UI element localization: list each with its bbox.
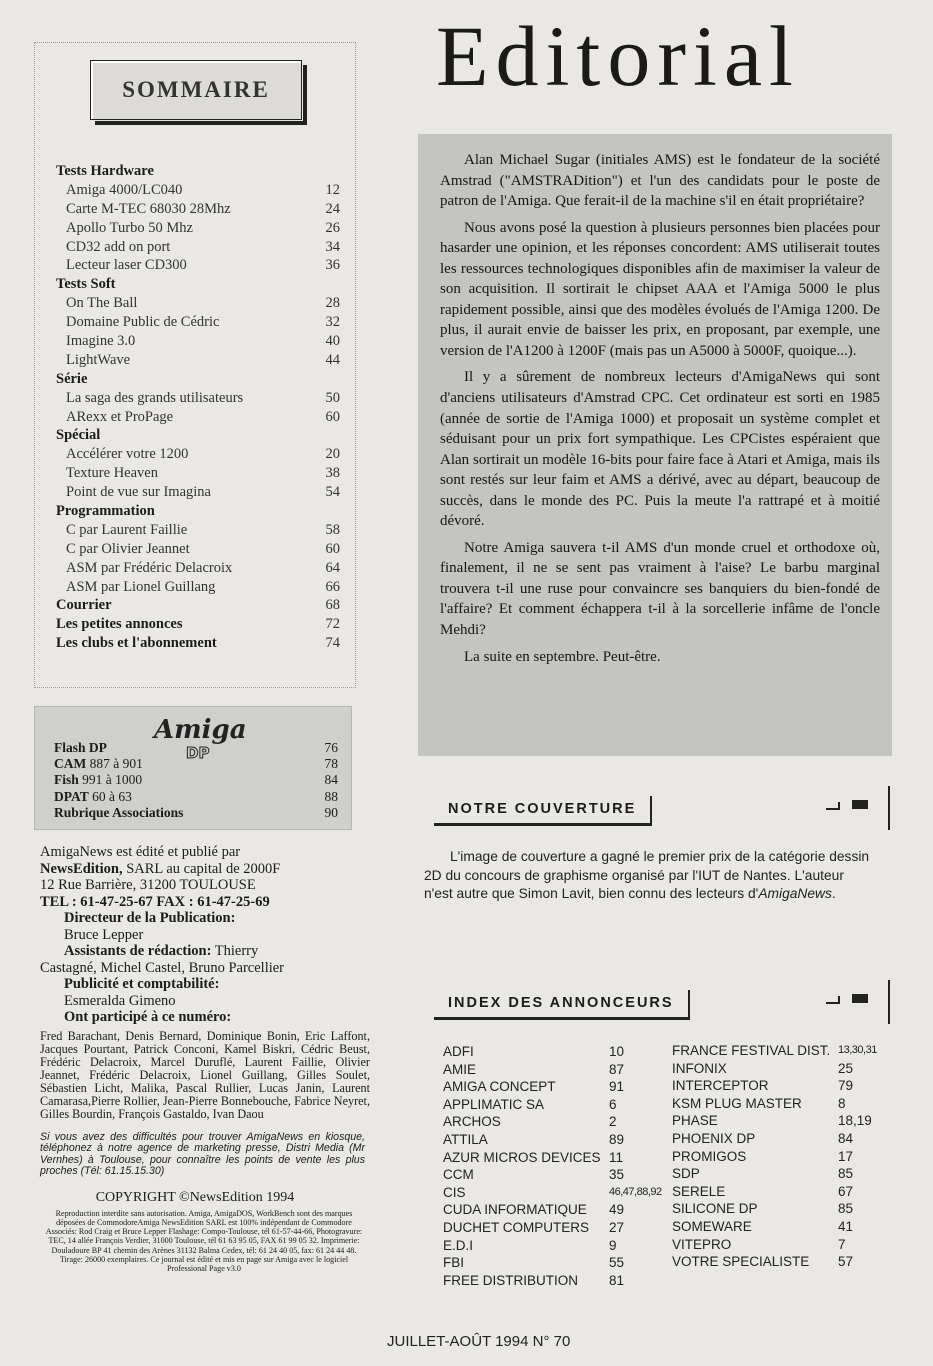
advertiser-page: 91 [609, 1079, 625, 1095]
advertiser-page: 6 [609, 1096, 617, 1112]
toc-label: Programmation [56, 503, 155, 520]
advertiser-page: 2 [609, 1114, 617, 1130]
dp-label: DPAT [54, 788, 89, 804]
imprint-director-label: Directeur de la Publication: [64, 910, 236, 926]
toc-category [56, 426, 346, 445]
imprint-advertising: Esmeralda Gimeno [64, 992, 176, 1009]
toc-entry [56, 181, 346, 200]
advertiser-row [443, 1254, 655, 1272]
advertiser-page: 35 [609, 1167, 625, 1183]
advertiser-row [672, 1042, 882, 1060]
imprint-assistants: Castagné, Michel Castel, Bruno Parcellier [40, 959, 285, 976]
advertiser-name: SILICONE DP [672, 1201, 758, 1217]
advertiser-row [443, 1043, 655, 1061]
toc-page-number: 20 [325, 446, 340, 463]
toc-page-number: 34 [325, 238, 340, 255]
advertiser-row [443, 1237, 655, 1255]
sommaire-heading: SOMMAIRE [122, 77, 270, 102]
advertiser-row [672, 1200, 882, 1218]
toc-entry [56, 200, 346, 219]
advertiser-name: AMIE [443, 1061, 477, 1077]
advertiser-page: 18,19 [838, 1113, 872, 1129]
advertiser-name: ARCHOS [443, 1114, 501, 1130]
advertiser-index-left [443, 1043, 662, 1289]
advertiser-page: 10 [609, 1044, 625, 1059]
toc-label: Accélérer votre 1200 [66, 446, 189, 463]
toc-label: Courrier [56, 597, 112, 614]
advertiser-name: CIS [443, 1184, 466, 1200]
toc-page-number: 44 [325, 351, 340, 368]
toc-category [56, 162, 346, 181]
toc-label: Les clubs et l'abonnement [56, 635, 217, 652]
amiga-dp-list [54, 740, 344, 821]
advertiser-name: ADFI [443, 1044, 474, 1059]
dp-label: Rubrique Associations [54, 804, 184, 820]
advertiser-name: SOMEWARE [672, 1218, 752, 1234]
advertiser-row [443, 1219, 655, 1237]
advertiser-row [672, 1165, 882, 1183]
toc-page-number: 60 [325, 408, 340, 425]
editorial-paragraph: Notre Amiga sauvera t-il AMS d'un monde cruel et orthodoxe où, finalement, il ne se sent pas vraiment à l'aise? Le barbu marginal trouvera t-il une ruse pour convaincre ses banquiers du bien-fondé de l'affaire? Et comment échappera t-il à la sorcellerie infâme de l'oncle Mehdi? [440, 539, 880, 639]
toc-page-number: 32 [325, 314, 340, 331]
advertiser-row [443, 1272, 655, 1290]
toc-page-number: 54 [325, 484, 340, 501]
toc-label: ASM par Lionel Guillang [66, 578, 216, 595]
advertiser-name: PHOENIX DP [672, 1130, 756, 1146]
advertiser-row [672, 1060, 882, 1078]
toc-entry [56, 219, 346, 238]
legal-notice: Reproduction interdite sans autorisation. Amiga, AmigaDOS, WorkBench sont des marques déposées de CommodoreAmiga NewsEdition SARL est 100% indépendant de Commodore Associés: Rod Craig et Bruce Lepper Flashage: Compo-Toulouse, tél 61-57-44-66, Photogravure: TEC, 14 allée François Verdier, 31000 Toulouse, tél 61 63 95 05, FAX 61 99 05 32. Imprimerie: Douladoure BP 41 chemin des Arènes 31132 Balma Cedex, tél: 61 24 40 05, fax: 61 24 44 48. Tirage: 26000 exemplaires. Ce journal est édité et mis en page sur Amiga avec le logiciel Professional Page v3.0 [45, 1208, 363, 1274]
toc-label: ARexx et ProPage [66, 408, 174, 425]
editorial-text [440, 150, 880, 673]
advertiser-page: 79 [838, 1078, 854, 1094]
editorial-paragraph: La suite en septembre. Peut-être. [464, 648, 661, 665]
dp-entry [54, 789, 344, 805]
toc-label: C par Laurent Faillie [66, 521, 188, 538]
advertiser-name: CUDA INFORMATIQUE [443, 1202, 587, 1218]
toc-category [56, 634, 346, 653]
toc-label: Lecteur laser CD300 [66, 257, 187, 274]
toc-page-number: 72 [325, 616, 340, 633]
toc-page-number: 74 [325, 635, 340, 652]
toc-label: Imagine 3.0 [66, 333, 136, 350]
advertiser-row [443, 1131, 655, 1149]
advertiser-name: FREE DISTRIBUTION [443, 1272, 579, 1288]
dp-entry [54, 756, 344, 772]
imprint-publisher: AmigaNews est édité et publié par [40, 844, 241, 860]
advertiser-name: VITEPRO [672, 1236, 732, 1252]
advertiser-row [443, 1201, 655, 1219]
toc-label: C par Olivier Jeannet [66, 540, 190, 557]
advertiser-row [672, 1130, 882, 1148]
advertiser-row [672, 1236, 882, 1254]
imprint-assistants-label: Assistants de rédaction: Thierry [64, 943, 259, 959]
toc-label: Domaine Public de Cédric [66, 314, 220, 331]
copyright: COPYRIGHT ©NewsEdition 1994 [95, 1189, 295, 1205]
advertiser-row [443, 1184, 662, 1202]
toc-entry [56, 483, 346, 502]
advertiser-page: 7 [838, 1236, 846, 1252]
dp-page-number: 76 [324, 740, 338, 755]
toc-category [56, 596, 346, 615]
sommaire-heading-box [90, 60, 302, 120]
couverture-header [434, 796, 892, 830]
toc-entry [56, 389, 346, 408]
toc-entry [56, 332, 346, 351]
toc-label: Les petites annonces [56, 616, 183, 633]
toc-label: On The Ball [66, 295, 138, 312]
toc-label: Point de vue sur Imagina [66, 484, 211, 501]
toc-entry [56, 408, 346, 427]
index-heading: INDEX DES ANNONCEURS [434, 990, 690, 1020]
toc-category [56, 615, 346, 634]
toc-page-number: 68 [325, 597, 340, 614]
toc-entry [56, 464, 346, 483]
couverture-heading: NOTRE COUVERTURE [434, 796, 652, 826]
toc-page-number: 26 [325, 219, 340, 236]
advertiser-name: AZUR MICROS DEVICES [443, 1149, 601, 1165]
svg-text:Amiga: Amiga [154, 715, 247, 745]
advertiser-page: 67 [838, 1183, 854, 1199]
editorial-paragraph: Nous avons posé la question à plusieurs personnes bien placées pour hasarder une opinion, et les réponses concordent: AMS utiliserait toutes les ressources technologiques disponibles afin de maximiser la valeur de son acquisition. Il sortirait le chipset AAA et l'Amiga 5000 le plus rapidement possible, ainsi que des modèles évolués de l'Amiga 1200. De plus, il aurait envie de baisser les prix, en proposant, par exemple, une version de l'A1200 à 1200F (mais pas un A5000 à 5000F, quoique...). [440, 219, 880, 359]
advertiser-page: 89 [609, 1131, 625, 1147]
advertiser-page: 8 [838, 1095, 846, 1111]
issue-footer: JUILLET-AOÛT 1994 N° 70 [387, 1333, 571, 1350]
advertiser-page: 84 [838, 1130, 854, 1146]
toc-page-number: 40 [325, 333, 340, 350]
advertiser-row [443, 1078, 655, 1096]
toc-page-number: 28 [325, 295, 340, 312]
advertiser-name: SDP [672, 1166, 700, 1182]
toc-label: LightWave [66, 351, 131, 368]
imprint [40, 844, 370, 1274]
toc-label: Tests Hardware [56, 163, 154, 179]
toc-entry [56, 540, 346, 559]
advertiser-name: DUCHET COMPUTERS [443, 1219, 590, 1235]
imprint-company: NewsEdition, SARL au capital de 2000F [40, 860, 281, 877]
dp-entry [54, 772, 344, 788]
advertiser-row [672, 1077, 882, 1095]
dp-entry [54, 740, 344, 756]
dp-range: 887 à 901 [86, 756, 143, 772]
advertiser-page: 55 [609, 1255, 625, 1271]
header-rule [888, 786, 890, 830]
imprint-director: Bruce Lepper [64, 926, 144, 943]
advertiser-page: 85 [838, 1166, 854, 1182]
toc-label: Amiga 4000/LC040 [66, 181, 183, 198]
advertiser-name: PROMIGOS [672, 1148, 747, 1164]
toc-label: Texture Heaven [66, 465, 158, 482]
imprint-address: 12 Rue Barrière, 31200 TOULOUSE [40, 877, 256, 893]
toc-label: Spécial [56, 427, 101, 444]
toc-entry [56, 521, 346, 540]
toc-page-number: 24 [325, 200, 340, 217]
advertiser-row [672, 1112, 882, 1130]
header-ornament [826, 1002, 840, 1004]
header-rule [888, 980, 890, 1024]
advertiser-name: ATTILA [443, 1131, 488, 1147]
toc-page-number: 66 [325, 578, 340, 595]
dp-label: Fish [54, 772, 79, 788]
advertiser-page: 9 [609, 1237, 617, 1253]
advertiser-row [672, 1148, 882, 1166]
table-of-contents [56, 162, 346, 653]
toc-label: Série [56, 370, 88, 387]
header-ornament [852, 994, 868, 1003]
editorial-title: Editorial [436, 8, 800, 104]
toc-entry [56, 578, 346, 597]
distribution-notice: Si vous avez des difficultés pour trouver AmigaNews en kiosque, téléphonez à notre agence de marketing presse, Distri Media (Mr Vernhes) à Toulouse, pour connaître les points de vente les plus proches (Tél: 61.15.15.30) [40, 1130, 365, 1177]
index-header [434, 990, 892, 1024]
dp-range: 991 à 1000 [78, 772, 143, 788]
advertiser-page: 41 [838, 1218, 854, 1234]
advertiser-name: VOTRE SPECIALISTE [672, 1254, 810, 1270]
dp-page-number: 88 [324, 788, 338, 804]
advertiser-name: INFONIX [672, 1060, 727, 1076]
toc-label: CD32 add on port [66, 238, 171, 255]
imprint-phone: TEL : 61-47-25-67 FAX : 61-47-25-69 [40, 893, 270, 910]
imprint-contributors: Fred Barachant, Denis Bernard, Dominique Bonin, Eric Laffont, Jacques Pourtant, Patrick Conconi, Kamel Biskri, Cédric Beust, Frédéric Delacroix, Marcel Duruflé, Laurent Faillie, Olivier Jeannet, Frédéric Delacroix, Lionel Guillang, Gilles Soulet, Sébastien Licht, Malika, Pascal Rullier, Lucas Janin, Laurent Camarasa,Pierre Rollier, Jean-Pierre Bonnebouche, Fabrice Neyret, Gilles Bourdin, François Gastaldo, Ivan Daou [40, 1028, 370, 1121]
toc-entry [56, 238, 346, 257]
advertiser-page: 85 [838, 1201, 854, 1217]
advertiser-page: 46,47,88,92 [609, 1185, 662, 1198]
dp-page-number: 84 [324, 772, 338, 788]
toc-label: Tests Soft [56, 276, 116, 293]
advertiser-row [672, 1183, 882, 1201]
dp-label: CAM [54, 756, 87, 772]
toc-category [56, 502, 346, 521]
advertiser-name: FRANCE FESTIVAL DIST. [672, 1043, 831, 1058]
toc-label: La saga des grands utilisateurs [66, 389, 244, 406]
advertiser-page: 27 [609, 1219, 625, 1235]
toc-page-number: 38 [325, 465, 340, 482]
toc-category [56, 370, 346, 389]
toc-entry [56, 445, 346, 464]
advertiser-row [443, 1113, 655, 1131]
toc-entry [56, 256, 346, 275]
header-ornament [826, 808, 840, 810]
toc-entry [56, 559, 346, 578]
svg-text:DP: DP [186, 744, 210, 762]
imprint-contributors-label: Ont participé à ce numéro: [64, 1009, 232, 1025]
couverture-text: L'image de couverture a gagné le premier prix de la catégorie dessin 2D du concours de graphisme organisé par l'IUT de Nantes. L'auteur n'est autre que Simon Lavit, bien connu des lecteurs d'AmigaNews. [424, 849, 870, 902]
toc-page-number: 36 [325, 257, 340, 274]
advertiser-name: SERELE [672, 1183, 726, 1199]
dp-page-number: 90 [324, 804, 338, 820]
toc-page-number: 58 [325, 521, 340, 538]
advertiser-page: 81 [609, 1272, 625, 1288]
dp-entry [54, 805, 344, 821]
advertiser-page: 11 [609, 1149, 624, 1165]
toc-label: Carte M-TEC 68030 28Mhz [66, 200, 231, 217]
advertiser-page: 13,30,31 [838, 1044, 877, 1056]
advertiser-name: AMIGA CONCEPT [443, 1079, 556, 1095]
advertiser-name: KSM PLUG MASTER [672, 1095, 802, 1111]
advertiser-page: 17 [838, 1148, 854, 1164]
toc-category [56, 275, 346, 294]
toc-label: ASM par Frédéric Delacroix [66, 559, 233, 576]
advertiser-name: CCM [443, 1167, 474, 1183]
toc-page-number: 12 [325, 181, 340, 198]
toc-page-number: 64 [325, 559, 340, 576]
advertiser-row [443, 1149, 655, 1167]
advertiser-page: 57 [838, 1254, 854, 1270]
advertiser-name: PHASE [672, 1113, 718, 1129]
advertiser-row [672, 1253, 882, 1271]
advertiser-row [443, 1096, 655, 1114]
toc-label: Apollo Turbo 50 Mhz [66, 219, 193, 236]
advertiser-page: 25 [838, 1060, 854, 1076]
toc-page-number: 60 [325, 540, 340, 557]
advertiser-row [443, 1061, 655, 1079]
editorial-paragraph: Alan Michael Sugar (initiales AMS) est le fondateur de la société Amstrad ("AMSTRADition") et l'un des candidats pour le poste de patron de l'Amiga. Que ferait-il de la machine s'il en était propriétaire? [440, 152, 880, 210]
imprint-advertising-label: Publicité et comptabilité: [64, 976, 220, 992]
editorial-paragraph: Il y a sûrement de nombreux lecteurs d'AmigaNews qui sont d'anciens utilisateurs d'Amstrad CPC. Cet ordinateur est sorti en 1985 (année de sortie de l'Amiga 1000) et proposait un système complet et séduisant pour un prix fort sympathique. Les CPCistes espéraient que Alan sortirait un modèle 16-bits pour faire face à Atari et Amiga, mais ils sont restés sur leur faim et AMS a dérivé, avec au départ, beaucoup de succès, dans le monde des PC. Puis la meute l'a rattrapé et à moitié dévoré. [440, 369, 880, 530]
advertiser-row [443, 1166, 655, 1184]
dp-label: Flash DP [54, 740, 107, 755]
toc-page-number: 50 [325, 389, 340, 406]
advertiser-name: E.D.I [443, 1237, 474, 1253]
advertiser-name: FBI [443, 1255, 465, 1271]
toc-entry [56, 313, 346, 332]
advertiser-page: 49 [609, 1202, 625, 1218]
header-ornament [852, 800, 868, 809]
advertiser-page: 87 [609, 1061, 625, 1077]
advertiser-name: APPLIMATIC SA [443, 1096, 545, 1112]
toc-entry [56, 294, 346, 313]
advertiser-row [672, 1095, 882, 1113]
advertiser-index-right [672, 1042, 882, 1271]
advertiser-name: INTERCEPTOR [672, 1078, 769, 1094]
advertiser-row [672, 1218, 882, 1236]
dp-page-number: 78 [324, 756, 338, 772]
dp-range: 60 à 63 [88, 788, 132, 804]
toc-entry [56, 351, 346, 370]
